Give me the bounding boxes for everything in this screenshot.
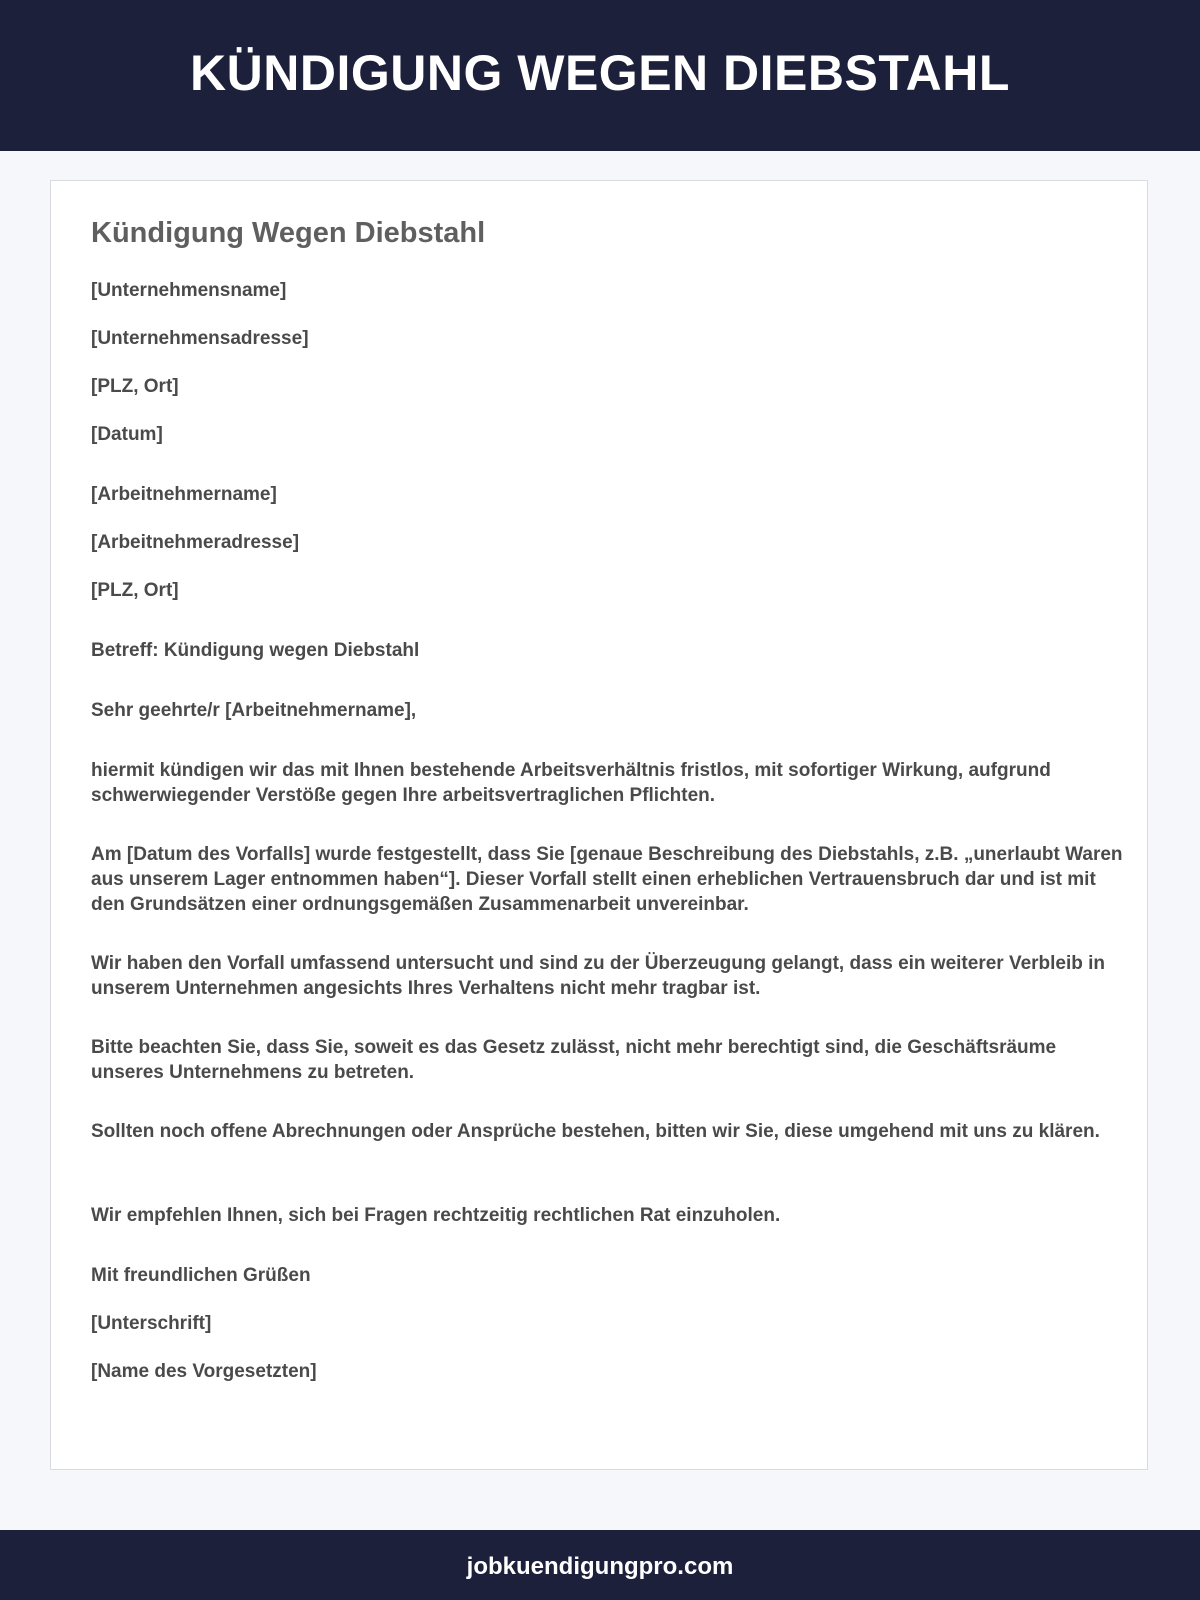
letter-closing: Mit freundlichen Grüßen (91, 1265, 311, 1286)
letter-salutation: Sehr geehrte/r [Arbeitnehmername], (91, 700, 417, 721)
letter-paragraph: Wir empfehlen Ihnen, sich bei Fragen rechtzeitig rechtlichen Rat einzuholen. (91, 1205, 781, 1226)
sender-postal-city: [PLZ, Ort] (91, 376, 179, 397)
page-header (0, 0, 1200, 151)
page-footer (0, 1530, 1200, 1600)
sender-company-address: [Unternehmensadresse] (91, 328, 309, 349)
letter-date: [Datum] (91, 424, 163, 445)
recipient-name: [Arbeitnehmername] (91, 484, 277, 505)
sender-company-name: [Unternehmensname] (91, 280, 287, 301)
letter-paragraph: Am [Datum des Vorfalls] wurde festgestellt, dass Sie [genaue Beschreibung des Diebstahls, z.B. „unerlaubt Waren aus unserem Lager entnommen haben“]. Dieser Vorfall stellt einen erheblichen Vertrauensbruch dar und ist mit den Grundsätzen einer ordnungsgemäßen Zusammenarbeit unvereinbar. (91, 844, 1123, 915)
page-title: KÜNDIGUNG WEGEN DIEBSTAHL (190, 44, 1010, 101)
signer-name: [Name des Vorgesetzten] (91, 1361, 317, 1382)
letter-paragraph: Bitte beachten Sie, dass Sie, soweit es das Gesetz zulässt, nicht mehr berechtigt sind, die Geschäftsräume unseres Unternehmens zu betreten. (91, 1037, 1057, 1083)
signature-placeholder: [Unterschrift] (91, 1313, 212, 1334)
letter-paragraph: Sollten noch offene Abrechnungen oder Ansprüche bestehen, bitten wir Sie, diese umgehend mit uns zu klären. (91, 1121, 1100, 1142)
letter-paragraph: hiermit kündigen wir das mit Ihnen bestehende Arbeitsverhältnis fristlos, mit sofortiger Wirkung, aufgrund schwerwiegender Verstöße gegen Ihre arbeitsvertraglichen Pflichten. (91, 760, 1051, 806)
letter-card (50, 180, 1148, 1470)
letter-subject: Betreff: Kündigung wegen Diebstahl (91, 640, 420, 661)
footer-site-name: jobkuendigungpro.com (466, 1553, 734, 1580)
recipient-address: [Arbeitnehmeradresse] (91, 532, 300, 553)
recipient-postal-city: [PLZ, Ort] (91, 580, 179, 601)
letter-heading: Kündigung Wegen Diebstahl (91, 217, 486, 249)
letter-paragraph: Wir haben den Vorfall umfassend untersucht und sind zu der Überzeugung gelangt, dass ein weiterer Verbleib in unserem Unternehmen angesichts Ihres Verhaltens nicht mehr tragbar ist. (91, 953, 1106, 999)
